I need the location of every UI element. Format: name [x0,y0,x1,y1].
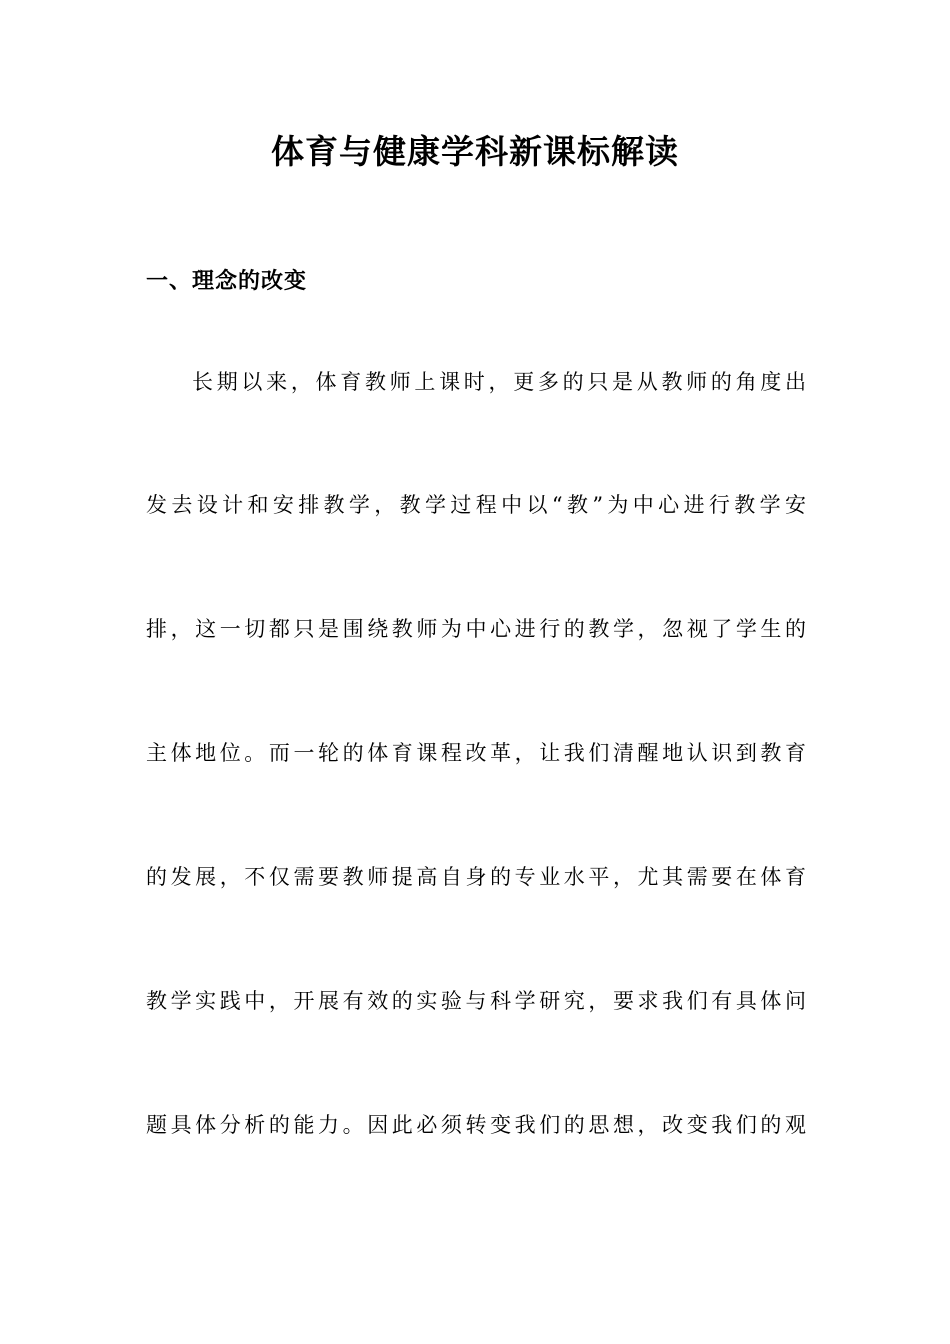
paragraph-line: 主体地位。而一轮的体育课程改革，让我们清醒地认识到教育 [146,741,806,765]
paragraph-line: 教学实践中，开展有效的实验与科学研究，要求我们有具体问 [146,989,806,1013]
section-heading: 一、理念的改变 [146,268,308,294]
paragraph-line: 长期以来，体育教师上课时，更多的只是从教师的角度出 [192,370,806,394]
paragraph-line: 发去设计和安排教学，教学过程中以“教”为中心进行教学安 [146,493,806,517]
paragraph-line: 排，这一切都只是围绕教师为中心进行的教学，忽视了学生的 [146,617,806,641]
paragraph-line: 的发展，不仅需要教师提高自身的专业水平，尤其需要在体育 [146,865,806,889]
document-title: 体育与健康学科新课标解读 [271,132,679,171]
paragraph-line: 题具体分析的能力。因此必须转变我们的思想，改变我们的观 [146,1113,806,1137]
